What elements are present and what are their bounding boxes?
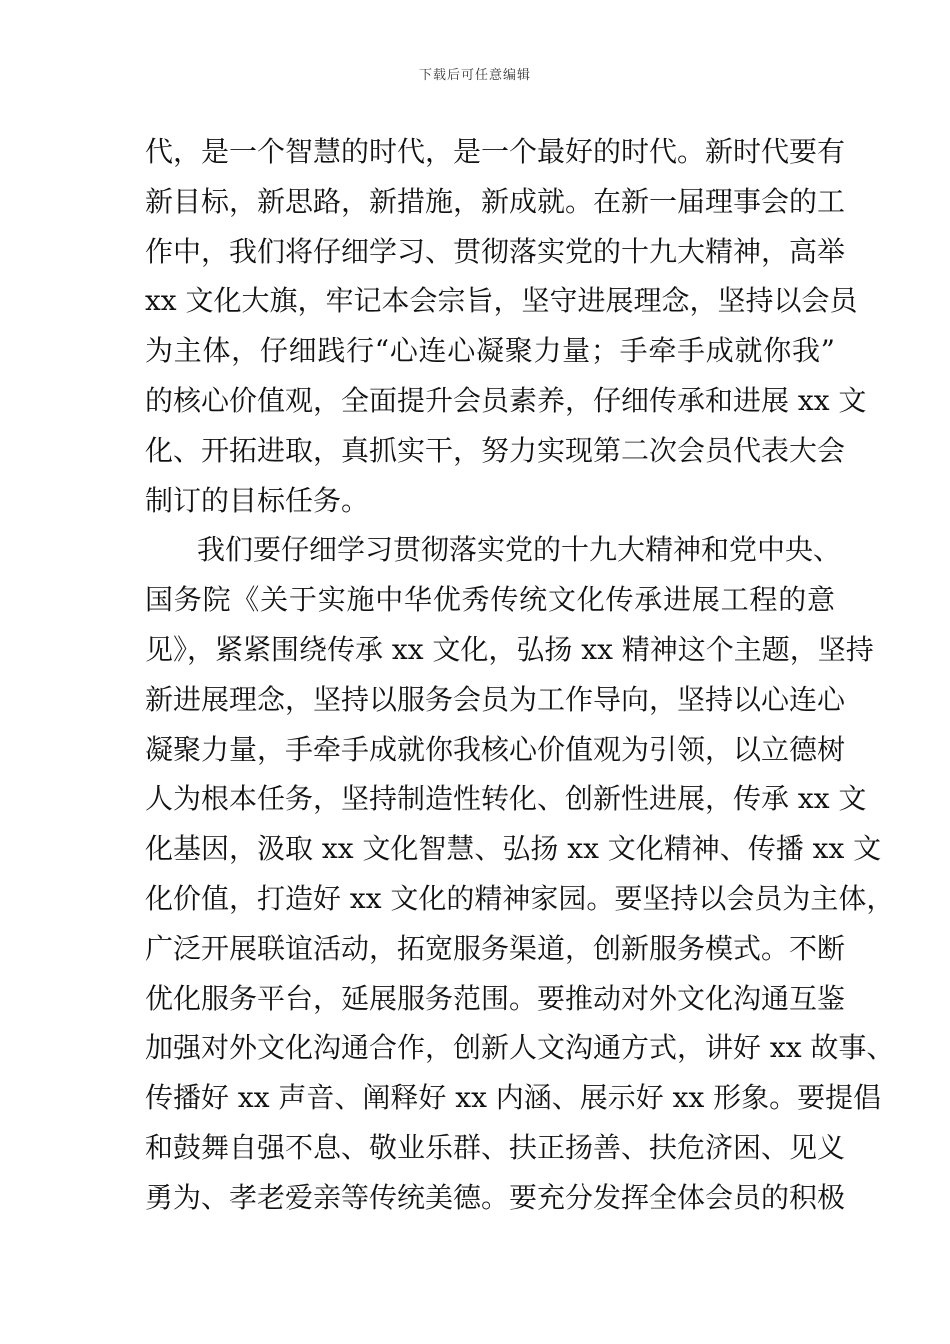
paragraph-2-line: 国务院《关于实施中华优秀传统文化传承进展工程的意 xyxy=(145,583,835,617)
paragraph-1-line: 化、开拓进取，真抓实干，努力实现第二次会员代表大会 xyxy=(145,433,846,467)
paragraph-1-line: 为主体，仔细践行“心连心凝聚力量；手牵手成就你我” xyxy=(145,334,835,368)
paragraph-1-line: 代，是一个智慧的时代，是一个最好的时代。新时代要有 xyxy=(145,135,846,168)
paragraph-2-line: 人为根本任务，坚持制造性转化、创新性进展，传承 xx 文 xyxy=(145,782,867,816)
paragraph-1-line: 制订的目标任务。 xyxy=(145,483,370,517)
paragraph-2-line: 优化服务平台，延展服务范围。要推动对外文化沟通互鉴 xyxy=(145,981,846,1015)
paragraph-2-line: 和鼓舞自强不息、敬业乐群、扶正扬善、扶危济困、见义 xyxy=(145,1130,846,1164)
paragraph-2-line: 新进展理念，坚持以服务会员为工作导向，坚持以心连心 xyxy=(145,682,846,716)
paragraph-2-line: 加强对外文化沟通合作，创新人文沟通方式，讲好 xx 故事、 xyxy=(145,1031,895,1065)
paragraph-1-line: 作中，我们将仔细学习、贯彻落实党的十九大精神，高举 xyxy=(145,234,846,268)
paragraph-2-line: 化价值，打造好 xx 文化的精神家园。要坚持以会员为主体， xyxy=(145,881,895,915)
paragraph-2-line: 广泛开展联谊活动，拓宽服务渠道，创新服务模式。不断 xyxy=(145,931,846,965)
paragraph-1-line: 的核心价值观，全面提升会员素养，仔细传承和进展 xx 文 xyxy=(145,383,867,417)
paragraph-1-line: 新目标，新思路，新措施，新成就。在新一届理事会的工 xyxy=(145,184,846,218)
paragraph-2-line: 我们要仔细学习贯彻落实党的十九大精神和党中央、 xyxy=(197,533,842,567)
paragraph-2-line: 传播好 xx 声音、阐释好 xx 内涵、展示好 xx 形象。要提倡 xyxy=(145,1081,882,1115)
paragraph-2-line: 凝聚力量，手牵手成就你我核心价值观为引领，以立德树 xyxy=(145,732,846,766)
page-header: 下载后可任意编辑 xyxy=(418,68,531,83)
document-body xyxy=(145,127,895,1223)
paragraph-1-line: xx 文化大旗，牢记本会宗旨，坚守进展理念，坚持以会员 xyxy=(145,284,858,318)
paragraph-2-line: 见》，紧紧围绕传承 xx 文化，弘扬 xx 精神这个主题，坚持 xyxy=(145,632,874,666)
paragraph-2-line: 勇为、孝老爱亲等传统美德。要充分发挥全体会员的积极 xyxy=(145,1180,846,1214)
paragraph-2-line: 化基因，汲取 xx 文化智慧、弘扬 xx 文化精神、传播 xx 文 xyxy=(145,832,882,866)
